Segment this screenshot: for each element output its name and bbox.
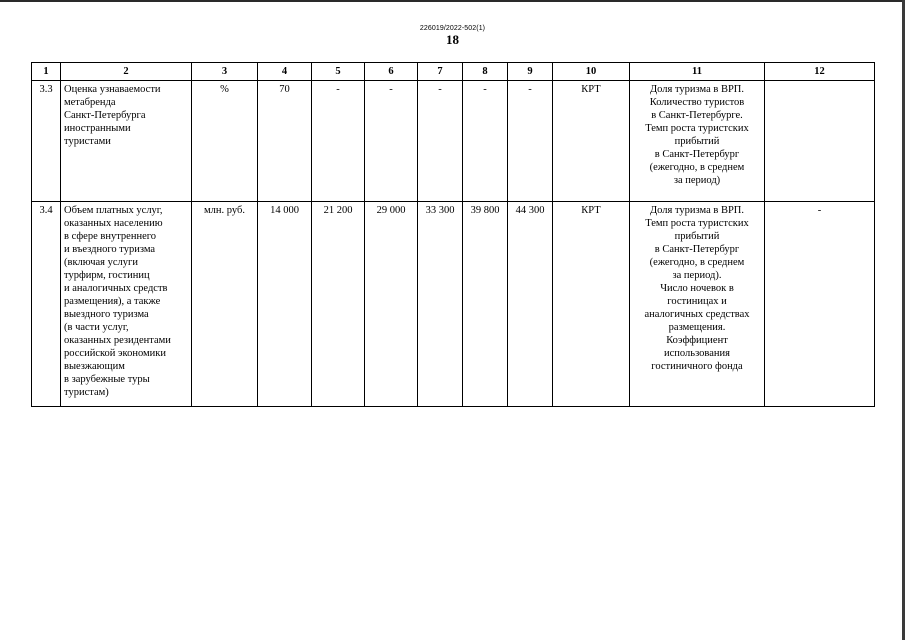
header-cell: 6 xyxy=(365,63,418,81)
header-cell: 11 xyxy=(630,63,765,81)
value-cell: 70 xyxy=(258,81,312,202)
related-indicators: Доля туризма в ВРП. Темп роста туристских прибытий в Санкт-Петербург (ежегодно, в среднем за период). Число ночевок в гостиницах и аналогичных средствах размещения. Коэффициент использования гостиничного фонда xyxy=(630,202,765,407)
responsible-cell: КРТ xyxy=(553,202,630,407)
header-cell: 2 xyxy=(61,63,192,81)
indicators-table xyxy=(31,62,875,407)
document-code: 226019/2022-502(1) xyxy=(419,25,486,32)
header-cell: 5 xyxy=(312,63,365,81)
value-cell: - xyxy=(463,81,508,202)
col12-cell xyxy=(765,81,875,202)
table-row xyxy=(32,81,875,202)
value-cell: 21 200 xyxy=(312,202,365,407)
header-row xyxy=(32,63,875,81)
header-cell: 12 xyxy=(765,63,875,81)
header-cell: 8 xyxy=(463,63,508,81)
value-cell: - xyxy=(508,81,553,202)
related-indicators: Доля туризма в ВРП. Количество туристов в Санкт-Петербурге. Темп роста туристских прибытий в Санкт-Петербург (ежегодно, в среднем за период) xyxy=(630,81,765,202)
page-number: 18 xyxy=(446,32,459,47)
value-cell: 14 000 xyxy=(258,202,312,407)
unit-cell: млн. руб. xyxy=(192,202,258,407)
row-number: 3.3 xyxy=(32,81,61,202)
header-cell: 4 xyxy=(258,63,312,81)
responsible-cell: КРТ xyxy=(553,81,630,202)
value-cell: 29 000 xyxy=(365,202,418,407)
value-cell: 33 300 xyxy=(418,202,463,407)
value-cell: - xyxy=(418,81,463,202)
indicator-name: Оценка узнаваемости метабренда Санкт-Петербурга иностранными туристами xyxy=(61,81,192,202)
scan-top-edge xyxy=(0,0,905,2)
header-cell: 10 xyxy=(553,63,630,81)
indicator-name: Объем платных услуг, оказанных населению в сфере внутреннего и въездного туризма (включая услуги турфирм, гостиниц и аналогичных средств размещения), а также выездного туризма (в части услуг, оказанных резидентами российской экономики выезжающим в зарубежные туры туристам) xyxy=(61,202,192,407)
value-cell: 39 800 xyxy=(463,202,508,407)
value-cell: - xyxy=(365,81,418,202)
header-cell: 3 xyxy=(192,63,258,81)
table-row xyxy=(32,202,875,407)
col12-cell: - xyxy=(765,202,875,407)
header-cell: 7 xyxy=(418,63,463,81)
header-cell: 1 xyxy=(32,63,61,81)
value-cell: - xyxy=(312,81,365,202)
unit-cell: % xyxy=(192,81,258,202)
row-number: 3.4 xyxy=(32,202,61,407)
header-cell: 9 xyxy=(508,63,553,81)
value-cell: 44 300 xyxy=(508,202,553,407)
